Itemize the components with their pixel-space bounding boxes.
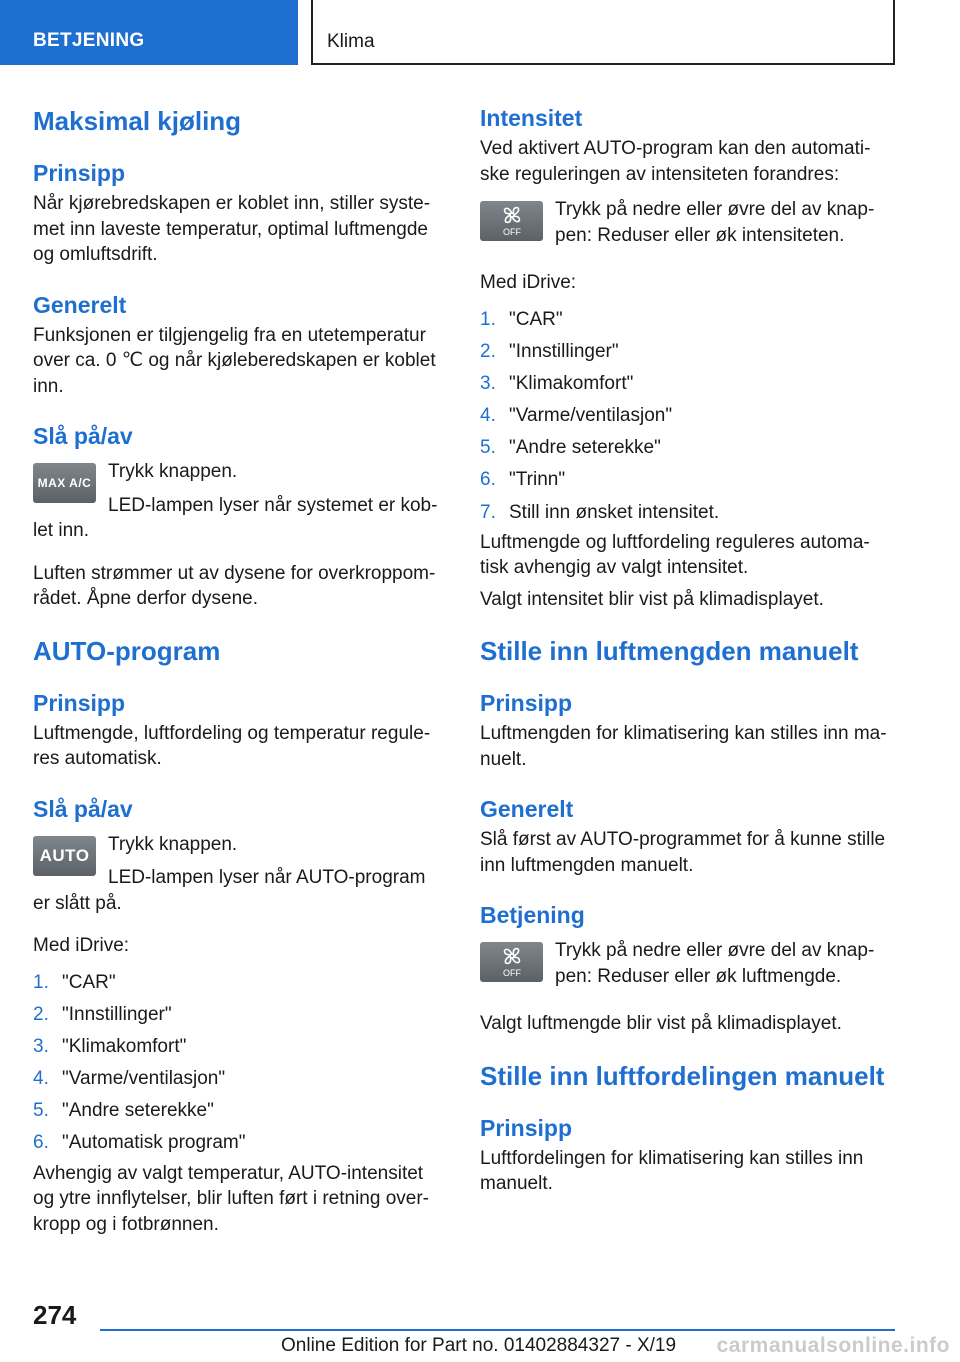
max-generelt-text: Funksjonen er tilgjengelig fra en utetemperatur over ca. 0 ℃ og når kjøleberedskapen er koblet inn. [33, 324, 436, 397]
header-section-label: BETJENING [33, 30, 145, 51]
lm-betjening-heading: Betjening [480, 902, 585, 929]
list-item: 5. "Andre seterekke" [480, 437, 661, 459]
lm-generelt-text: Slå først av AUTO-programmet for å kunne stille inn luftmengden manuelt. [480, 829, 886, 876]
watermark: carmanualsonline.info [716, 1334, 950, 1357]
lf-prinsipp-text: Luftfordelingen for klimatisering kan stilles inn manuelt. [480, 1147, 864, 1195]
header-chapter-tab [311, 0, 895, 65]
luftfordeling-title: Stille inn luftfordelingen manuelt [480, 1060, 885, 1091]
footer-edition-text: Online Edition for Part no. 01402884327 - X/19 [281, 1335, 677, 1356]
fan-button-icon [480, 201, 543, 241]
lm-prinsipp-text: Luftmengden for klimatisering kan stilles inn manuelt. [480, 723, 887, 770]
list-item: 4. "Varme/ventilasjon" [33, 1068, 226, 1090]
svg-text:OFF: OFF [502, 968, 521, 979]
max-cooling-title: Maksimal kjøling [33, 106, 242, 136]
list-item: 2. "Innstillinger" [33, 1003, 172, 1025]
fan-off-icon [483, 202, 541, 240]
right-column [480, 100, 890, 1197]
luftmengde-title: Stille inn luftmengden manuelt [480, 636, 859, 667]
fan-button-icon [480, 942, 543, 982]
list-item: 6. "Automatisk program" [33, 1132, 246, 1154]
auto-prinsipp-text: Luftmengde, luftfordeling og temperatur reguleres automatisk. [33, 722, 431, 769]
fan-off-icon [483, 943, 541, 981]
header-chapter-label: Klima [327, 31, 375, 52]
auto-after-text: Avhengig av valgt temperatur, AUTO-intensitet og ytre innflytelser, blir luften ført i retning overkropp og i fotbrønnen. [33, 1162, 429, 1235]
auto-program-title: AUTO-program [33, 635, 221, 666]
max-slaa-heading: Slå på/av [33, 423, 133, 449]
lm-generelt-heading: Generelt [480, 796, 574, 823]
list-item: 5. "Andre seterekke" [33, 1100, 214, 1122]
auto-instruction-text: Trykk knappen. [108, 833, 238, 855]
max-prinsipp-heading: Prinsipp [33, 160, 126, 186]
list-item: 2. "Innstillinger" [480, 340, 619, 362]
page-number: 274 [33, 1300, 77, 1330]
max-prinsipp-text: Når kjørebredskapen er koblet inn, stiller systemet inn laveste temperatur, optimal luftmengde og omluftsdrift. [33, 193, 431, 265]
list-item: 4. "Varme/ventilasjon" [480, 405, 673, 427]
int-after-text-2: Valgt intensitet blir vist på klimadisplayet. [480, 588, 824, 610]
list-item: 1. "CAR" [480, 308, 563, 330]
list-item: 1. "CAR" [33, 971, 116, 993]
list-item: 3. "Klimakomfort" [33, 1035, 187, 1057]
lf-prinsipp-heading: Prinsipp [480, 1114, 573, 1141]
auto-button-icon: AUTO [33, 836, 96, 876]
intensitet-instruction [480, 197, 890, 257]
auto-slaa-heading: Slå på/av [33, 795, 133, 822]
auto-led-text: LED-lampen lyser når AUTO-program er slått på. [33, 867, 426, 914]
lm-prinsipp-heading: Prinsipp [480, 690, 573, 717]
max-air-text: Luften strømmer ut av dysene for overkroppområdet. Åpne derfor dysene. [33, 562, 436, 609]
auto-idrive-label: Med iDrive: [33, 935, 130, 956]
auto-prinsipp-heading: Prinsipp [33, 689, 126, 716]
int-steps-list [480, 307, 890, 526]
luftmengde-instruction-text: Trykk på nedre eller øvre del av knappen: Reduser eller øk luftmengde. [555, 940, 875, 987]
left-column [33, 100, 443, 1237]
int-idrive-label: Med iDrive: [480, 272, 577, 293]
intensitet-instruction-text: Trykk på nedre eller øvre del av knappen: Reduser eller øk intensiteten. [555, 199, 875, 246]
lm-after-text: Valgt luftmengde blir vist på klimadisplayet. [480, 1013, 842, 1035]
luftmengde-instruction [480, 938, 890, 998]
list-item: 6. "Trinn" [480, 469, 566, 491]
max-ac-led-text: LED-lampen lyser når systemet er koblet inn. [33, 494, 438, 541]
max-ac-instruction [33, 459, 443, 544]
max-ac-instruction-text: Trykk knappen. [108, 461, 238, 482]
int-after-text-1: Luftmengde og luftfordeling reguleres automatisk avhengig av valgt intensitet. [480, 531, 870, 579]
header-section-tab [0, 0, 298, 65]
max-ac-button-icon: MAX A/C [33, 463, 96, 503]
svg-text:OFF: OFF [502, 227, 521, 237]
auto-instruction [33, 832, 443, 917]
footer-rule [100, 1329, 895, 1331]
max-generelt-heading: Generelt [33, 291, 127, 318]
intensitet-text: Ved aktivert AUTO-program kan den automatiske reguleringen av intensiteten forandres: [480, 138, 871, 185]
list-item: 3. "Klimakomfort" [480, 372, 634, 394]
list-item: 7. Still inn ønsket intensitet. [480, 501, 720, 523]
intensitet-heading: Intensitet [480, 105, 583, 131]
auto-steps-list [33, 970, 443, 1156]
